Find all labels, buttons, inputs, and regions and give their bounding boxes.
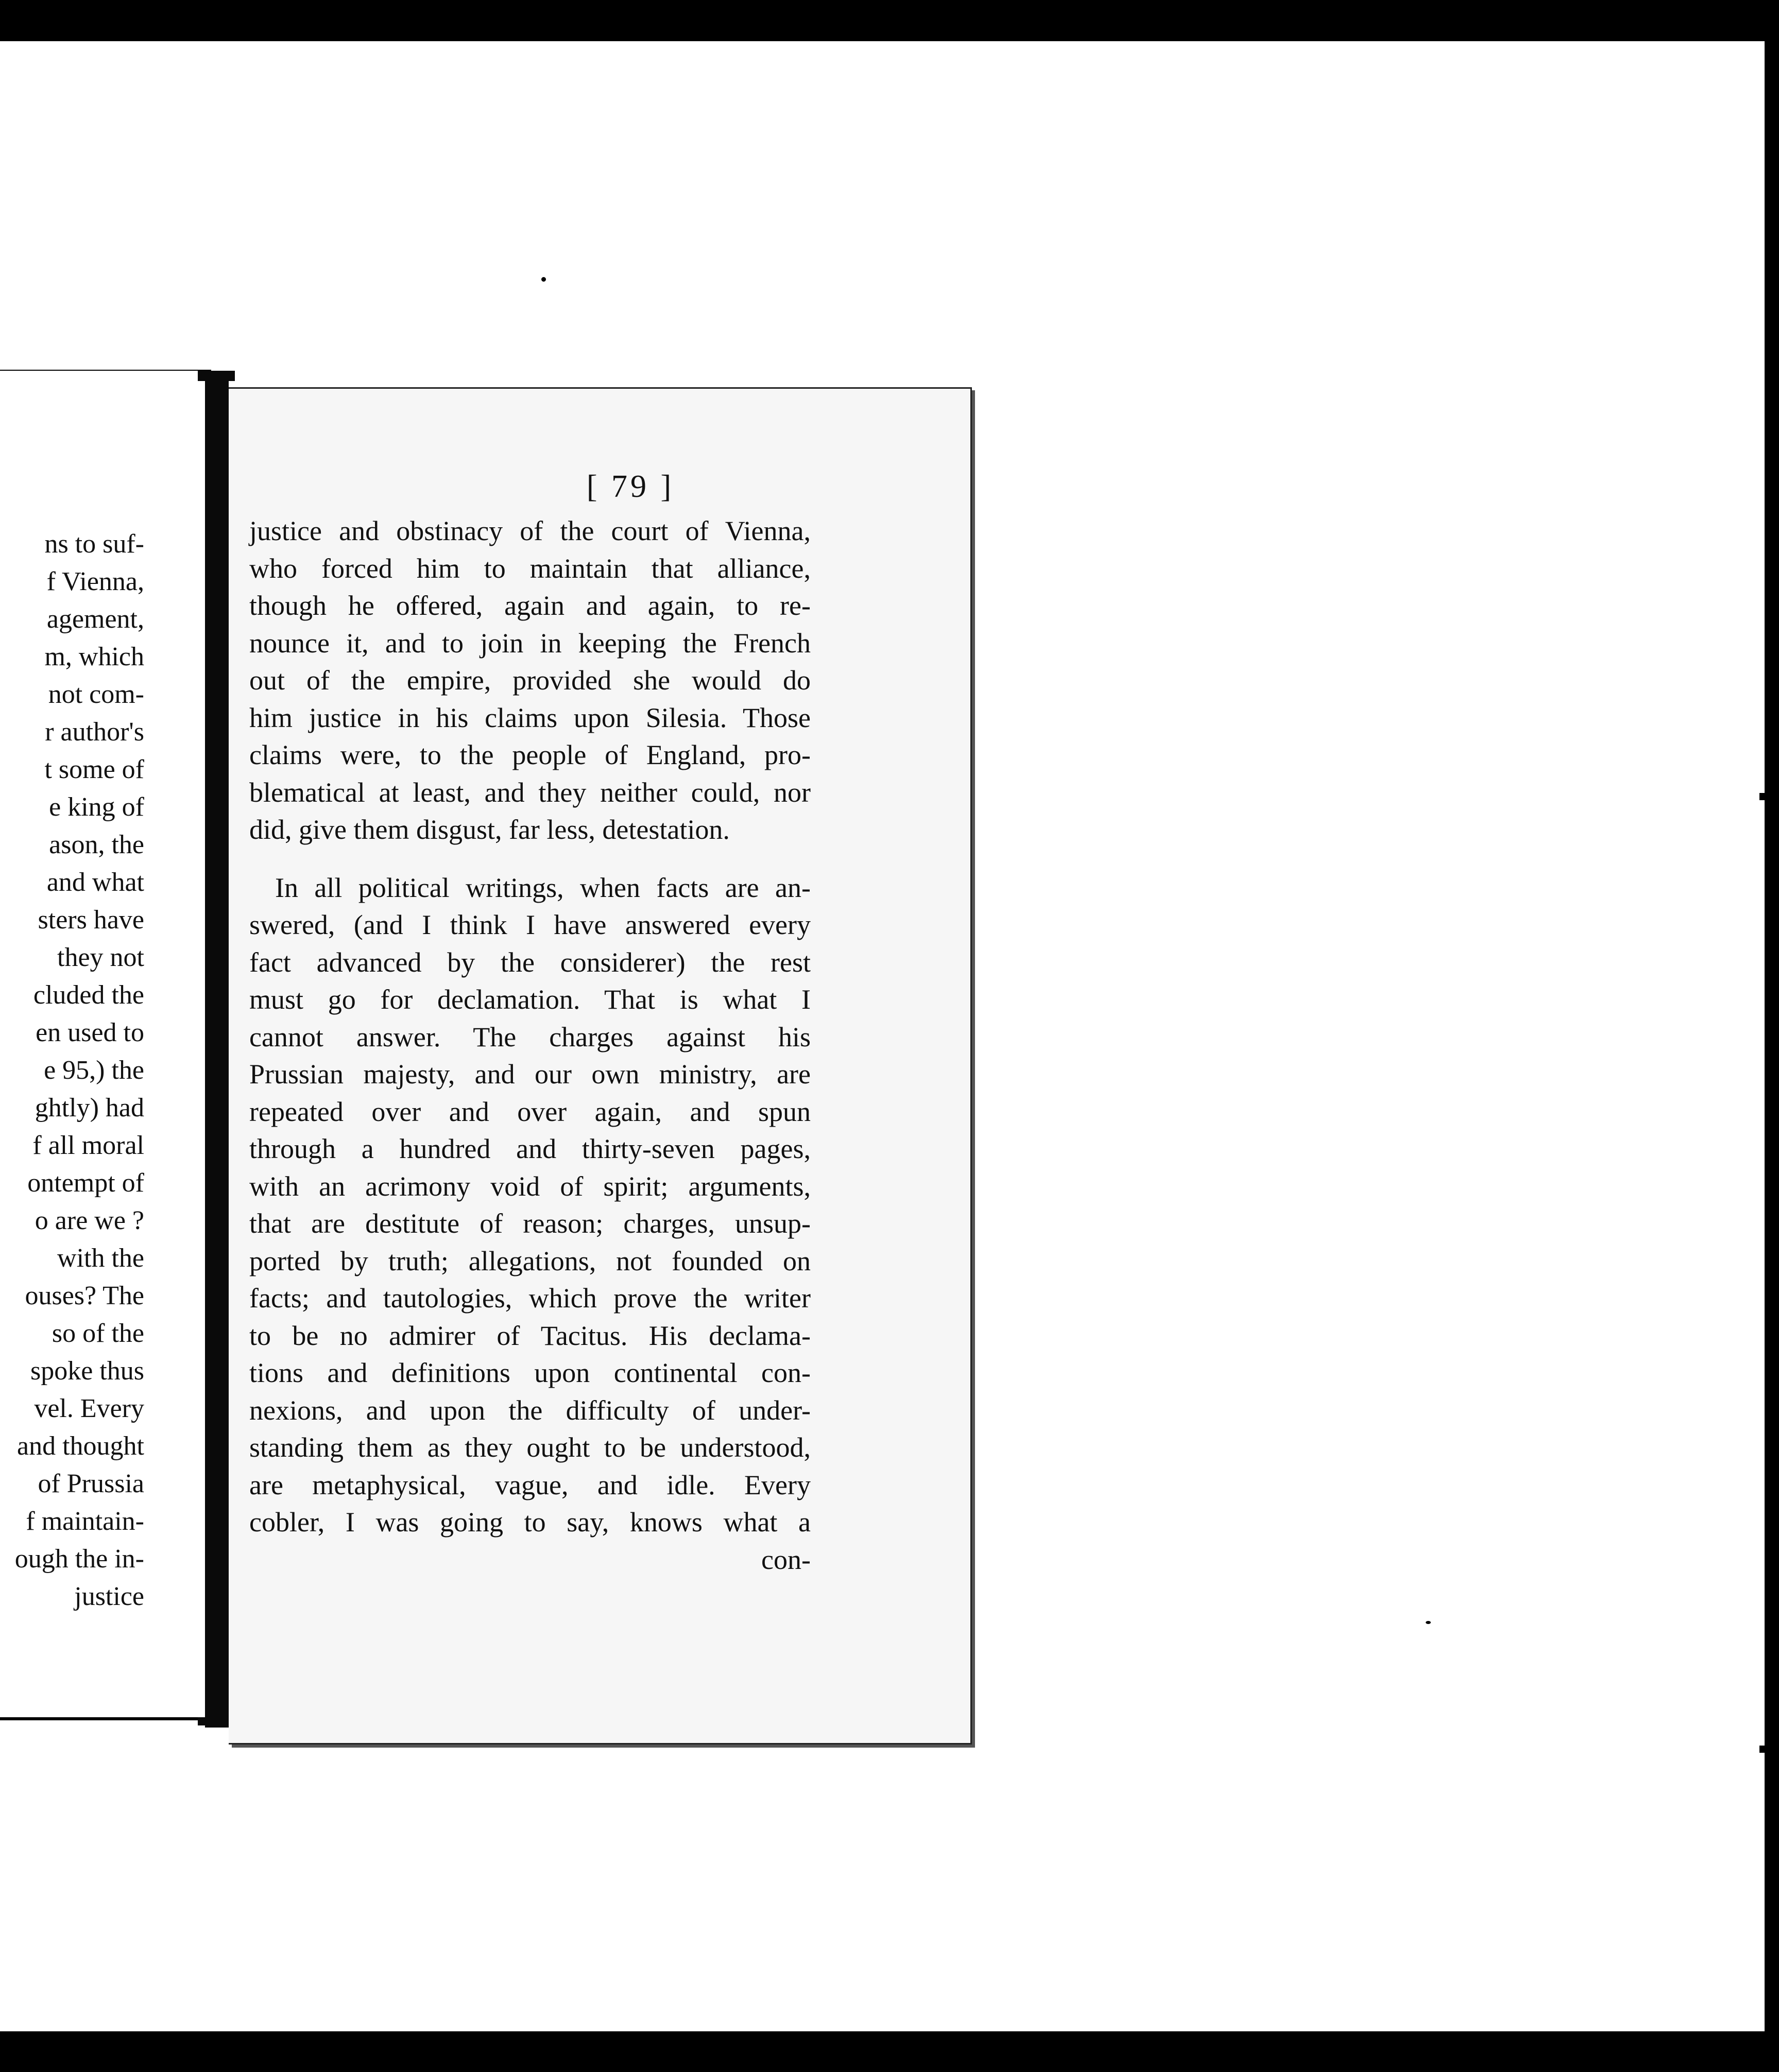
- page-79: [229, 387, 972, 1745]
- left-page-line: so of the: [52, 1319, 144, 1348]
- text-line: through a hundred and thirty-seven pages,: [249, 1133, 811, 1164]
- left-page-line: ason, the: [49, 830, 144, 859]
- text-line: swered, (and I think I have answered every: [249, 909, 811, 940]
- page-number: [ 79 ]: [586, 469, 675, 504]
- left-page-line: with the: [57, 1244, 144, 1273]
- text-line: Prussian majesty, and our own ministry, are: [249, 1059, 811, 1090]
- scan-border-right: [1765, 0, 1779, 2072]
- text-line: blematical at least, and they neither could, nor: [249, 776, 811, 808]
- left-page-line: spoke thus: [30, 1356, 144, 1386]
- catchword: con-: [761, 1544, 811, 1575]
- text-line: standing them as they ought to be understood,: [249, 1432, 811, 1463]
- text-line: ported by truth; allegations, not founded on: [249, 1245, 811, 1276]
- text-line: out of the empire, provided she would do: [249, 665, 811, 696]
- left-page-text: [0, 525, 144, 1615]
- text-line: tions and definitions upon continental con-: [249, 1357, 811, 1388]
- left-page-line: t some of: [44, 755, 144, 784]
- text-line: claims were, to the people of England, pro-: [249, 739, 811, 770]
- left-page-line: e 95,) the: [44, 1056, 144, 1085]
- book-gutter-cap: [198, 371, 235, 381]
- left-page-line: e king of: [49, 792, 144, 822]
- text-line: who forced him to maintain that alliance,: [249, 552, 811, 584]
- left-page-fragment: [0, 371, 206, 1720]
- text-line: with an acrimony void of spirit; arguments,: [249, 1170, 811, 1202]
- text-line: cobler, I was going to say, knows what a: [249, 1507, 811, 1538]
- left-page-line: m, which: [44, 642, 144, 671]
- left-page-line: vel. Every: [34, 1394, 144, 1423]
- left-page-line: ough the in-: [14, 1544, 144, 1574]
- text-line: did, give them disgust, far less, detestation.: [249, 814, 730, 845]
- scan-border-bottom: [0, 2031, 1779, 2072]
- page-body: [249, 512, 811, 1578]
- left-page-line: ns to suf-: [44, 529, 144, 559]
- scan-border-top: [0, 0, 1779, 41]
- text-line: fact advanced by the considerer) the rest: [249, 946, 811, 978]
- scan-speck: [1426, 1621, 1431, 1624]
- left-page-line: agement,: [46, 605, 144, 634]
- text-line: cannot answer. The charges against his: [249, 1021, 811, 1052]
- left-page-line: r author's: [45, 717, 144, 747]
- paragraph-1: [249, 512, 811, 849]
- scan-border-mark: [1759, 793, 1767, 800]
- text-line: are metaphysical, vague, and idle. Every: [249, 1469, 811, 1500]
- left-page-line: f maintain-: [26, 1507, 144, 1536]
- left-page-line: en used to: [36, 1018, 144, 1047]
- paragraph-2: [249, 869, 811, 1541]
- text-line: him justice in his claims upon Silesia. Those: [249, 702, 811, 733]
- left-page-line: justice: [74, 1582, 144, 1611]
- text-line: nounce it, and to join in keeping the French: [249, 627, 811, 659]
- text-line: repeated over and over again, and spun: [249, 1096, 811, 1127]
- left-page-line: f all moral: [32, 1131, 144, 1160]
- text-line: must go for declamation. That is what I: [249, 984, 811, 1015]
- left-page-line: of Prussia: [38, 1469, 144, 1498]
- left-page-line: ouses? The: [25, 1281, 144, 1310]
- left-page-bottom-edge: [0, 1717, 206, 1720]
- left-page-line: ontempt of: [27, 1168, 144, 1198]
- left-page-line: and thought: [17, 1431, 144, 1461]
- left-page-line: ghtly) had: [35, 1093, 144, 1123]
- left-page-line: sters have: [38, 905, 144, 935]
- text-line: justice and obstinacy of the court of Vienna,: [249, 515, 811, 546]
- text-line: to be no admirer of Tacitus. His declama-: [249, 1320, 811, 1351]
- left-page-line: not com-: [48, 680, 144, 709]
- text-line: facts; and tautologies, which prove the writer: [249, 1283, 811, 1314]
- scan-speck: [541, 277, 546, 282]
- text-line: though he offered, again and again, to re-: [249, 590, 811, 621]
- left-page-line: f Vienna,: [46, 567, 144, 596]
- left-page-line: o are we ?: [35, 1206, 144, 1235]
- text-line: that are destitute of reason; charges, unsup-: [249, 1208, 811, 1239]
- left-page-line: and what: [46, 868, 144, 897]
- left-page-line: cluded the: [33, 980, 144, 1010]
- scan-border-mark: [1759, 1746, 1767, 1753]
- text-line: nexions, and upon the difficulty of under-: [249, 1394, 811, 1426]
- left-page-line: they not: [57, 943, 144, 972]
- book-gutter: [205, 371, 229, 1728]
- text-line: In all political writings, when facts are an-: [275, 872, 811, 903]
